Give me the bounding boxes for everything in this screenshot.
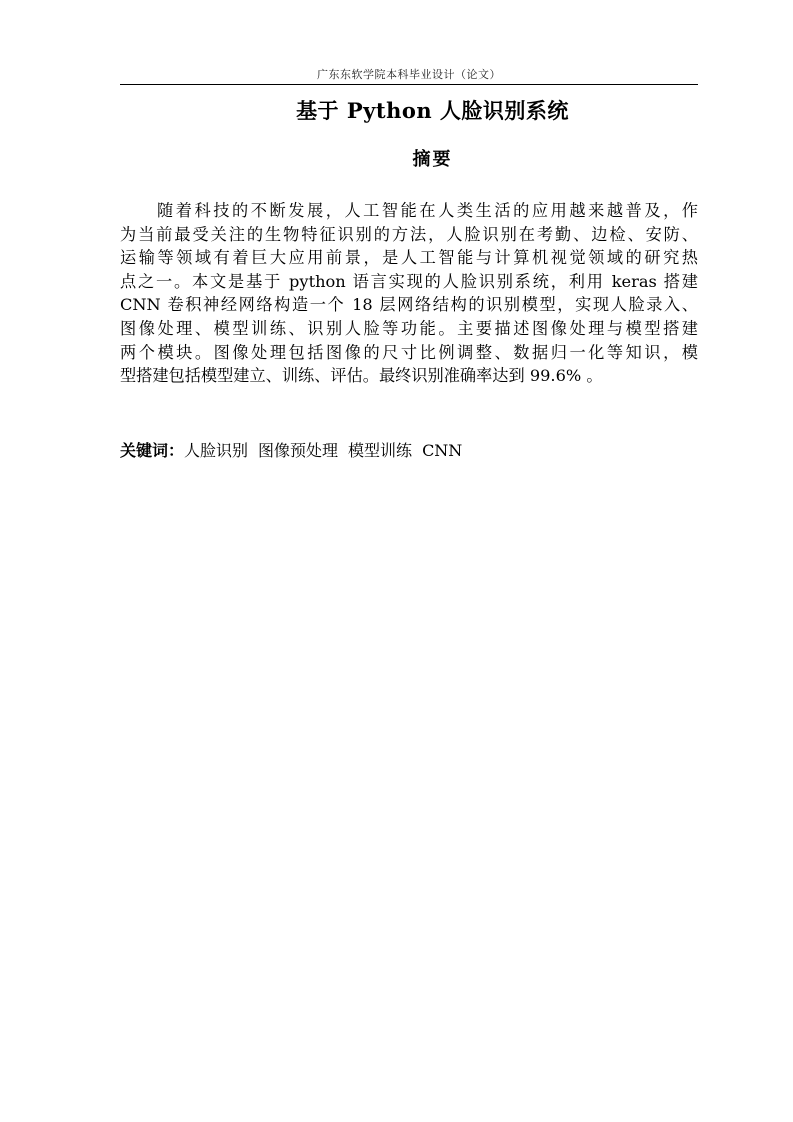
- document-title: 基于 Python 人脸识别系统: [296, 98, 569, 123]
- abstract-line: 两个模块。图像处理包括图像的尺寸比例调整、数据归一化等知识，模: [120, 342, 698, 362]
- keyword-item: 模型训练: [348, 441, 413, 460]
- abstract-heading: 摘要: [412, 149, 453, 170]
- abstract-line: CNN 卷积神经网络构造一个 18 层网络结构的识别模型，实现人脸录入、: [120, 295, 698, 315]
- keywords-label: 关键词：: [120, 441, 185, 460]
- abstract-line: 运输等领域有着巨大应用前景，是人工智能与计算机视觉领域的研究热: [120, 248, 698, 268]
- keyword-item: CNN: [422, 441, 463, 460]
- keyword-item: 人脸识别: [184, 441, 249, 460]
- running-header: 广东东软学院本科毕业设计（论文）: [317, 68, 501, 81]
- abstract-body: [120, 199, 698, 388]
- header-divider: [120, 84, 698, 85]
- abstract-line: 型搭建包括模型建立、训练、评估。最终识别准确率达到 99.6% 。: [120, 366, 603, 386]
- keywords: [120, 440, 472, 462]
- abstract-line: 图像处理、模型训练、识别人脸等功能。主要描述图像处理与模型搭建: [120, 318, 698, 338]
- abstract-line: 点之一。本文是基于 python 语言实现的人脸识别系统，利用 keras 搭建: [120, 271, 698, 291]
- abstract-line: 为当前最受关注的生物特征识别的方法，人脸识别在考勤、边检、安防、: [120, 224, 698, 244]
- abstract-line: 随着科技的不断发展，人工智能在人类生活的应用越来越普及，作: [157, 201, 698, 220]
- keyword-item: 图像预处理: [258, 441, 339, 460]
